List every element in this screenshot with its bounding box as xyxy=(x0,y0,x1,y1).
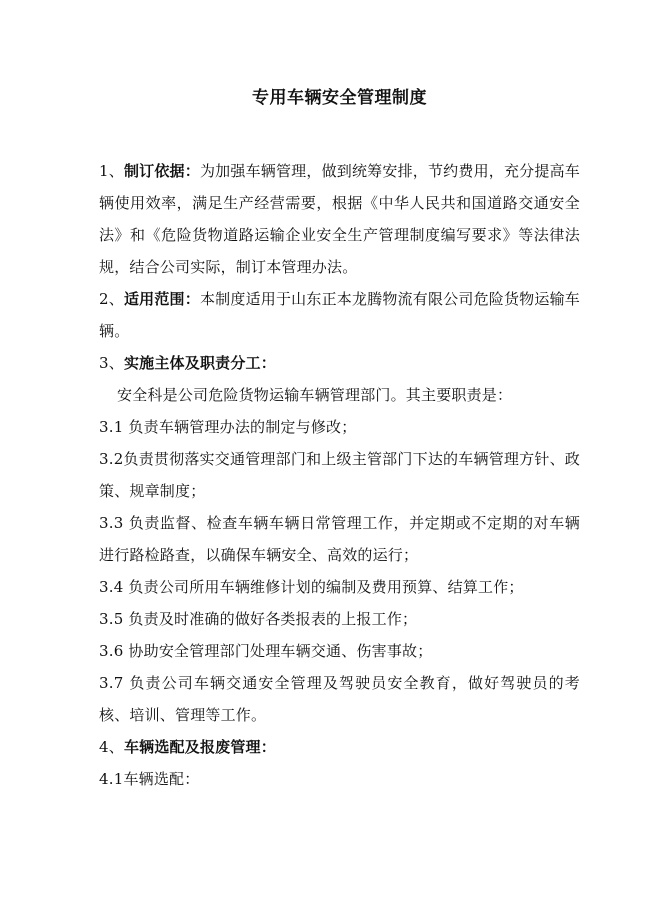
section-4-number: 4、 xyxy=(99,738,124,756)
section-1-text: 为加强车辆管理，做到统筹安排，节约费用，充分提高车辆使用效率，满足生产经营需要，根据《中华人民共和国道路交通安全法》和《危险货物道路运输企业安全生产管理制度编写要求》等法律法规，结合公司实际，制订本管理办法。 xyxy=(99,162,580,276)
section-1-number: 1、 xyxy=(99,162,124,180)
section-4-heading: 车辆选配及报废管理： xyxy=(123,738,276,756)
duty-item-3-6: 3.6 协助安全管理部门处理车辆交通、伤害事故； xyxy=(99,642,433,660)
section-3-heading: 实施主体及职责分工： xyxy=(123,354,276,372)
section-1-heading: 制订依据： xyxy=(123,162,200,180)
section-1 xyxy=(99,155,580,283)
duty-item-3-7: 3.7 负责公司车辆交通安全管理及驾驶员安全教育，做好驾驶员的考核、培训、管理等工作。 xyxy=(99,674,580,724)
section-2 xyxy=(99,283,580,347)
duty-item-3-5: 3.5 负责及时准确的做好各类报表的上报工作； xyxy=(99,610,418,628)
duties-intro: 安全科是公司危险货物运输车辆管理部门。其主要职责是： xyxy=(117,386,513,404)
section-3 xyxy=(99,347,580,379)
duty-item-3-1: 3.1 负责车辆管理办法的制定与修改； xyxy=(99,418,357,436)
section-2-number: 2、 xyxy=(99,290,124,308)
section-4 xyxy=(99,731,580,763)
section-2-heading: 适用范围： xyxy=(123,290,200,308)
subsection-4-1: 4.1车辆选配： xyxy=(99,770,200,788)
section-3-number: 3、 xyxy=(99,354,124,372)
duty-item-3-4: 3.4 负责公司所用车辆维修计划的编制及费用预算、结算工作； xyxy=(99,578,524,596)
section-2-text: 本制度适用于山东正本龙腾物流有限公司危险货物运输车辆。 xyxy=(99,290,580,340)
document-title: 专用车辆安全管理制度 xyxy=(252,88,427,108)
duty-item-3-3: 3.3 负责监督、检查车辆车辆日常管理工作，并定期或不定期的对车辆进行路检路查，以确保车辆安全、高效的运行； xyxy=(99,514,580,564)
duty-item-3-2: 3.2负责贯彻落实交通管理部门和上级主管部门下达的车辆管理方针、政策、规章制度； xyxy=(99,450,580,500)
